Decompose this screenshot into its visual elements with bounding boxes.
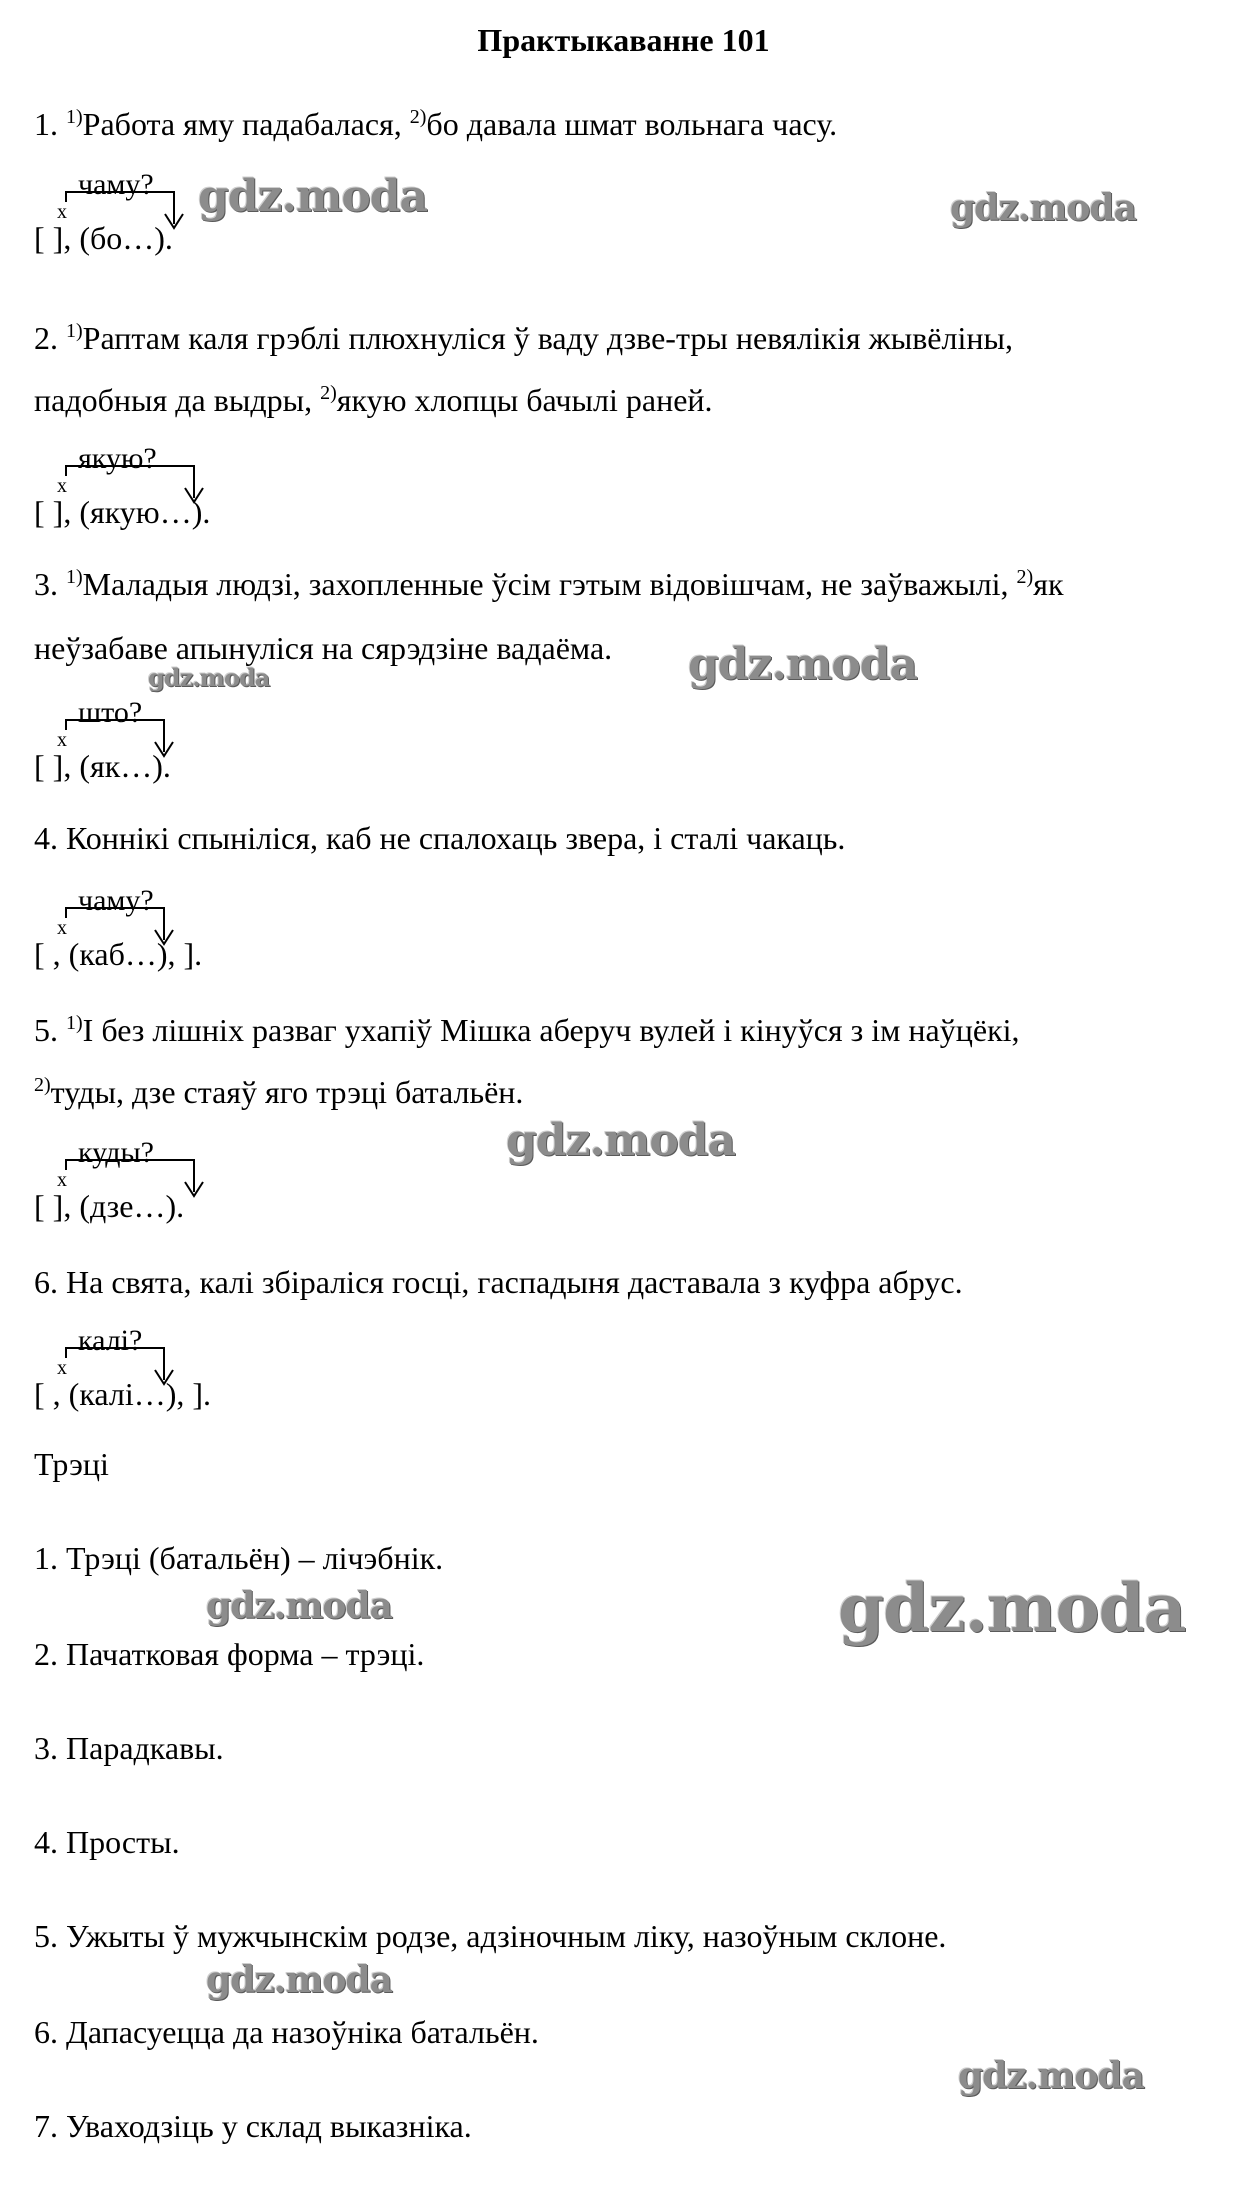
sentence-number: 5. <box>34 1012 58 1048</box>
sentence-2-diagram <box>34 442 354 532</box>
watermark: gdz.moda <box>206 1959 392 2001</box>
sentence-4 <box>34 818 845 858</box>
analysis-word: Трэці <box>34 1446 109 1482</box>
question-label: чаму? <box>78 884 154 917</box>
sentence-2 <box>34 318 1013 358</box>
clause-ref: 2) <box>320 382 337 404</box>
sentence-1 <box>34 104 837 144</box>
predicate-mark: x <box>57 201 67 223</box>
watermark: gdz.moda <box>506 1115 736 1166</box>
sentence-scheme: [ ], (як…). <box>34 748 171 784</box>
clause-ref: 2) <box>409 106 427 128</box>
sentence-number: 3. <box>34 566 58 602</box>
sentence-5 <box>34 1010 1020 1050</box>
question-label: што? <box>78 696 143 729</box>
sentence-scheme: [ , (каб…), ]. <box>34 936 203 972</box>
question-label: куды? <box>78 1136 154 1169</box>
clause-text: неўзабаве апынуліся на сярэдзіне вадаёма. <box>34 630 613 666</box>
clause-text: І без лішніх разваг ухапіў Мішка аберуч вулей і кінуўся з ім наўцёкі, <box>82 1012 1020 1048</box>
predicate-mark: x <box>57 475 67 497</box>
watermark: gdz.moda <box>958 2055 1144 2097</box>
sentence-2-line-2 <box>34 380 713 420</box>
sentence-number: 6. <box>34 1264 58 1300</box>
clause-ref: 1) <box>66 566 83 588</box>
clause-ref: 1) <box>66 1012 83 1034</box>
sentence-5-diagram <box>34 1136 354 1226</box>
clause-text: туды, дзе стаяў яго трэці батальён. <box>50 1074 524 1110</box>
sentence-scheme: [ ], (якую…). <box>34 494 211 530</box>
clause-text: Маладыя людзі, захопленные ўсім гэтым відовішчам, не заўважылі, <box>82 566 1017 602</box>
predicate-mark: x <box>57 1357 67 1379</box>
sentence-3-line-2 <box>34 628 612 668</box>
sentence-6-diagram <box>34 1324 354 1414</box>
predicate-mark: x <box>57 1169 67 1191</box>
clause-ref: 1) <box>66 320 83 342</box>
clause-text: Работа яму падабалася, <box>82 106 410 142</box>
sentence-5-line-2 <box>34 1072 523 1112</box>
clause-ref: 1) <box>66 106 83 128</box>
analysis-item: 6. Дапасуецца да назоўніка батальён. <box>34 2014 539 2050</box>
clause-text: якую хлопцы бачылі раней. <box>336 382 713 418</box>
watermark: gdz.moda <box>838 1569 1186 1647</box>
sentence-scheme: [ ], (бо…). <box>34 220 173 256</box>
question-label: калі? <box>78 1324 143 1357</box>
clause-ref: 2) <box>34 1074 51 1096</box>
analysis-item: 1. Трэці (батальён) – лічэбнік. <box>34 1540 444 1576</box>
analysis-item: 4. Просты. <box>34 1824 180 1860</box>
watermark: gdz.moda <box>206 1585 392 1627</box>
clause-text: падобныя да выдры, <box>34 382 321 418</box>
clause-ref: 2) <box>1016 566 1034 588</box>
clause-text: бо давала шмат вольнага часу. <box>426 106 838 142</box>
predicate-mark: x <box>57 729 67 751</box>
watermark: gdz.moda <box>950 187 1136 229</box>
sentence-scheme: [ ], (дзе…). <box>34 1188 185 1224</box>
watermark: gdz.moda <box>148 663 270 692</box>
sentence-4-diagram <box>34 884 354 974</box>
sentence-number: 4. <box>34 820 58 856</box>
analysis-item: 7. Уваходзіць у склад выказніка. <box>34 2108 472 2144</box>
sentence-3-diagram <box>34 696 354 786</box>
watermark: gdz.moda <box>688 639 918 690</box>
analysis-item: 2. Пачатковая форма – трэці. <box>34 1636 425 1672</box>
analysis-item: 3. Парадкавы. <box>34 1730 224 1766</box>
sentence-6 <box>34 1262 963 1302</box>
predicate-mark: x <box>57 917 67 939</box>
clause-text: Раптам каля грэблі плюхнуліся ў ваду дзве-тры невялікія жывёліны, <box>82 320 1013 356</box>
clause-text: На свята, калі збіраліся госці, гаспадыня даставала з куфра абрус. <box>66 1264 963 1300</box>
page-title: Практыкаванне 101 <box>477 22 770 58</box>
question-label: якую? <box>78 442 157 475</box>
question-label: чаму? <box>78 168 154 201</box>
clause-text: Коннікі спыніліся, каб не спалохаць звера, і сталі чакаць. <box>66 820 846 856</box>
sentence-number: 2. <box>34 320 58 356</box>
sentence-number: 1. <box>34 106 58 142</box>
sentence-3 <box>34 564 1063 604</box>
sentence-scheme: [ , (калі…), ]. <box>34 1376 212 1412</box>
analysis-item: 5. Ужыты ў мужчынскім родзе, адзіночным ліку, назоўным склоне. <box>34 1918 947 1954</box>
clause-text: як <box>1033 566 1064 602</box>
watermark: gdz.moda <box>198 171 428 222</box>
